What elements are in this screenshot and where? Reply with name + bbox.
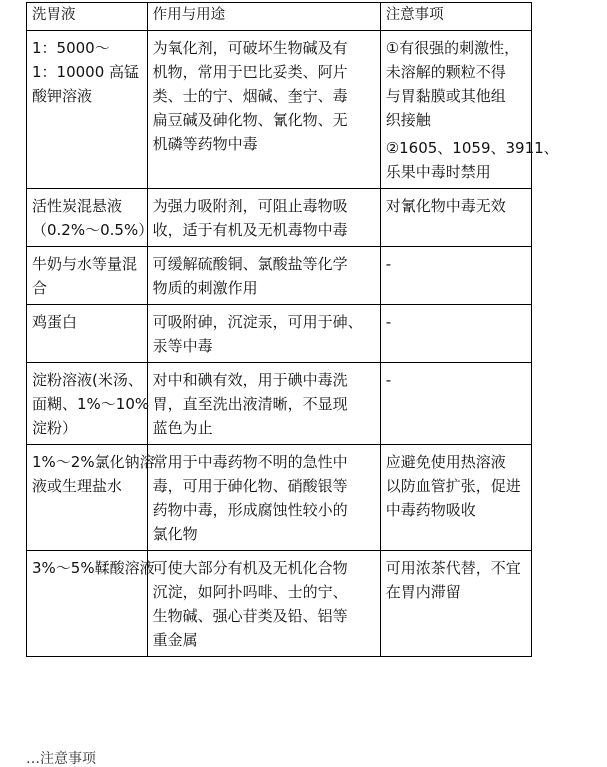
use-text-line: 可缓解硫酸铜、氯酸盐等化学: [152, 255, 348, 273]
solution-cell: [27, 305, 148, 363]
use-cell: [147, 189, 380, 247]
table-row: [27, 551, 532, 657]
table-row: [27, 31, 532, 189]
use-text-line: 机物，常用于巴比妥类、阿片: [152, 63, 348, 81]
notes-cell: [380, 31, 559, 189]
use-cell: [147, 31, 380, 189]
notes-text-line: 对氰化物中毒无效: [385, 197, 506, 215]
notes-text-line: 乐果中毒时禁用: [385, 163, 491, 181]
use-text-line: 生物碱、强心苷类及铅、铝等: [152, 607, 348, 625]
table-row: [27, 363, 532, 445]
table-row: [27, 445, 532, 551]
use-text-line: 胃，直至洗出液清晰，不显现: [152, 395, 348, 413]
use-text-line: 对中和碘有效，用于碘中毒洗: [152, 371, 348, 389]
use-text-line: 机磷等药物中毒: [152, 135, 258, 153]
header-use: 作用与用途: [147, 3, 380, 31]
notes-text-line: 在胃内滞留: [385, 583, 461, 601]
notes-text-line: -: [385, 371, 392, 389]
table-row: [27, 189, 532, 247]
notes-cell: [380, 189, 531, 247]
use-text-line: 类、士的宁、烟碱、奎宁、毒: [152, 87, 348, 105]
notes-text-line: ①有很强的刺激性，: [385, 39, 520, 57]
notes-cell: [380, 551, 531, 657]
notes-cell: [380, 363, 531, 445]
notes-text-line: 未溶解的颗粒不得: [385, 63, 506, 81]
solution-text-line: （0.2%～0.5%）: [32, 221, 154, 239]
gastric-lavage-table: [26, 2, 559, 657]
notes-text-line: -: [385, 255, 392, 273]
solution-text-line: 淀粉溶液(米汤、: [32, 371, 143, 389]
use-text-line: 常用于中毒药物不明的急性中: [152, 453, 348, 471]
solution-text-line: 淀粉）: [32, 419, 78, 437]
use-text-line: 可吸附砷，沉淀汞，可用于砷、: [152, 313, 363, 331]
solution-cell: [27, 31, 148, 189]
use-text-line: 汞等中毒: [152, 337, 213, 355]
notes-cell: [380, 247, 531, 305]
table-row: [27, 247, 532, 305]
cut-off-footer-text: …注意事项: [26, 751, 96, 767]
use-cell: [147, 363, 380, 445]
header-row: [27, 3, 532, 31]
use-text-line: 为氧化剂，可破坏生物碱及有: [152, 39, 348, 57]
notes-cell: [380, 445, 531, 551]
solution-text-line: 1：10000 高锰: [32, 63, 140, 81]
header-solution: 洗胃液: [27, 3, 148, 31]
solution-cell: [27, 247, 148, 305]
notes-cell: [380, 305, 531, 363]
solution-cell: [27, 445, 155, 551]
use-text-line: 为强力吸附剂，可阻止毒物吸: [152, 197, 348, 215]
use-cell: [147, 247, 380, 305]
solution-text-line: 合: [32, 279, 48, 297]
table-row: [27, 305, 532, 363]
use-text-line: 药物中毒，形成腐蚀性较小的: [152, 501, 348, 519]
notes-text-line: 与胃黏膜或其他组: [385, 87, 506, 105]
use-text-line: 沉淀，如阿扑吗啡、士的宁、: [152, 583, 348, 601]
use-text-line: 氯化物: [152, 525, 198, 543]
use-text-line: 收，适于有机及无机毒物中毒: [152, 221, 348, 239]
solution-cell: [27, 551, 155, 657]
notes-text-line: 可用浓茶代替，不宜: [385, 559, 521, 577]
use-cell: [147, 445, 380, 551]
notes-text-line: 以防血管扩张，促进: [385, 477, 521, 495]
solution-text-line: 3%～5%鞣酸溶液: [32, 559, 155, 577]
notes-text-line: -: [385, 313, 392, 331]
header-notes: 注意事项: [380, 3, 531, 31]
solution-text-line: 1：5000～: [32, 39, 110, 57]
solution-cell: [27, 363, 148, 445]
table-body: [27, 31, 559, 657]
use-text-line: 扁豆碱及砷化物、氰化物、无: [152, 111, 348, 129]
solution-text-line: 面糊、1%～10%: [32, 395, 150, 413]
use-text-line: 毒，可用于砷化物、硝酸银等: [152, 477, 348, 495]
notes-text-line: 中毒药物吸收: [385, 501, 476, 519]
notes-text-line: 织接触: [385, 111, 431, 129]
use-text-line: 重金属: [152, 631, 198, 649]
solution-text-line: 1%～2%氯化钠溶: [32, 453, 155, 471]
solution-text-line: 活性炭混悬液: [32, 197, 123, 215]
notes-text-line: ②1605、1059、3911、: [385, 139, 559, 157]
use-cell: [147, 551, 380, 657]
use-text-line: 可使大部分有机及无机化合物: [152, 559, 348, 577]
solution-text-line: 牛奶与水等量混: [32, 255, 138, 273]
use-text-line: 物质的刺激作用: [152, 279, 258, 297]
notes-text-line: 应避免使用热溶液: [385, 453, 506, 471]
solution-text-line: 酸钾溶液: [32, 87, 93, 105]
solution-cell: [27, 189, 154, 247]
use-text-line: 蓝色为止: [152, 419, 213, 437]
use-cell: [147, 305, 380, 363]
solution-text-line: 液或生理盐水: [32, 477, 123, 495]
solution-text-line: 鸡蛋白: [32, 313, 78, 331]
